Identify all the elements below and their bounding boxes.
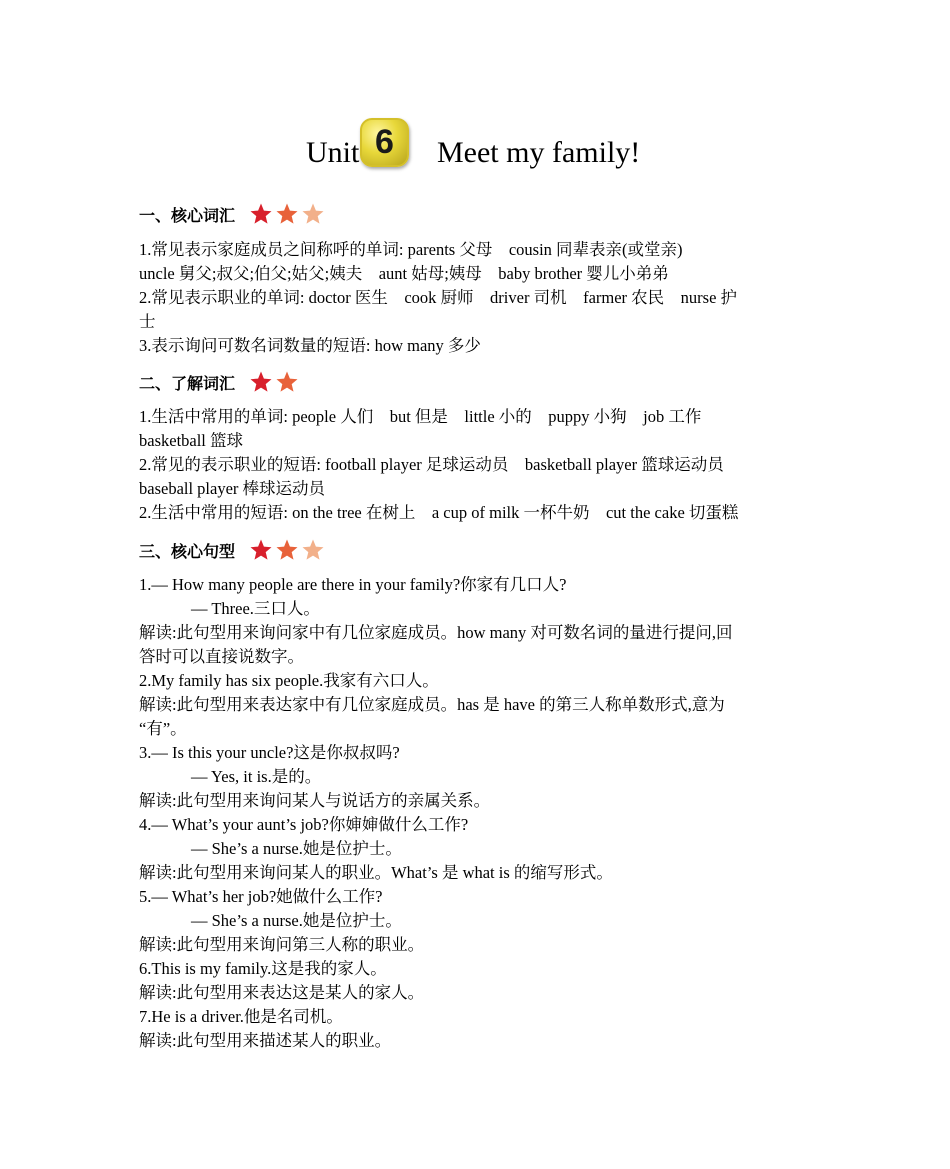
importance-stars: [249, 370, 299, 394]
star-icon: [301, 202, 325, 226]
star-icon: [275, 370, 299, 394]
unit-title: [139, 118, 811, 174]
text-line: 1.— How many people are there in your family?你家有几口人?: [139, 575, 567, 594]
section-heading-understand-vocabulary: [139, 369, 299, 395]
text-line: 2.常见的表示职业的短语: football player 足球运动员 basketball player 篮球运动员: [139, 455, 724, 474]
section-heading-text: 一、核心词汇: [139, 205, 236, 225]
text-line: uncle 舅父;叔父;伯父;姑父;姨夫 aunt 姑母;姨母 baby brother 婴儿小弟弟: [139, 264, 669, 283]
text-line: 解读:此句型用来询问某人的职业。What’s 是 what is 的缩写形式。: [139, 863, 613, 882]
text-line: baseball player 棒球运动员: [139, 479, 326, 498]
text-line: — Yes, it is.是的。: [191, 767, 322, 786]
text-line: 解读:此句型用来表达这是某人的家人。: [139, 983, 425, 1002]
text-line: 5.— What’s her job?她做什么工作?: [139, 887, 383, 906]
text-line: — She’s a nurse.她是位护士。: [191, 911, 402, 930]
text-line: — Three.三口人。: [191, 599, 320, 618]
unit-word: Unit: [306, 136, 360, 169]
text-line: 士: [139, 312, 156, 331]
text-line: 6.This is my family.这是我的家人。: [139, 959, 387, 978]
text-line: 1.常见表示家庭成员之间称呼的单词: parents 父母 cousin 同辈表亲(或堂亲): [139, 240, 683, 259]
text-line: — She’s a nurse.她是位护士。: [191, 839, 402, 858]
text-line: 答时可以直接说数字。: [139, 647, 304, 666]
importance-stars: [249, 202, 325, 226]
section-heading-core-sentences: [139, 537, 325, 563]
section-body: [139, 405, 811, 525]
text-line: “有”。: [139, 719, 187, 738]
star-icon: [249, 370, 273, 394]
text-line: 解读:此句型用来询问某人与说话方的亲属关系。: [139, 791, 491, 810]
text-line: 解读:此句型用来表达家中有几位家庭成员。has 是 have 的第三人称单数形式,意为: [139, 695, 725, 714]
text-line: 2.生活中常用的短语: on the tree 在树上 a cup of milk 一杯牛奶 cut the cake 切蛋糕: [139, 503, 739, 522]
text-line: 解读:此句型用来询问家中有几位家庭成员。how many 对可数名词的量进行提问,回: [139, 623, 733, 642]
star-icon: [249, 538, 273, 562]
star-icon: [249, 202, 273, 226]
section-heading-text: 二、了解词汇: [139, 373, 236, 393]
section-body: [139, 238, 811, 358]
star-icon: [275, 538, 299, 562]
section-body: [139, 573, 811, 1053]
unit-name: Meet my family!: [437, 136, 641, 169]
text-line: 2.My family has six people.我家有六口人。: [139, 671, 439, 690]
text-line: 2.常见表示职业的单词: doctor 医生 cook 厨师 driver 司机 farmer 农民 nurse 护: [139, 288, 738, 307]
text-line: 解读:此句型用来询问第三人称的职业。: [139, 935, 425, 954]
text-line: basketball 篮球: [139, 431, 244, 450]
text-line: 3.表示询问可数名词数量的短语: how many 多少: [139, 336, 481, 355]
text-line: 7.He is a driver.他是名司机。: [139, 1007, 343, 1026]
unit-number-badge: [360, 118, 409, 167]
section-heading-text: 三、核心句型: [139, 541, 236, 561]
star-icon: [301, 538, 325, 562]
star-icon: [275, 202, 299, 226]
text-line: 4.— What’s your aunt’s job?你婶婶做什么工作?: [139, 815, 469, 834]
unit-number: 6: [375, 123, 394, 161]
text-line: 1.生活中常用的单词: people 人们 but 但是 little 小的 puppy 小狗 job 工作: [139, 407, 702, 426]
text-line: 解读:此句型用来描述某人的职业。: [139, 1031, 392, 1050]
text-line: 3.— Is this your uncle?这是你叔叔吗?: [139, 743, 400, 762]
section-heading-core-vocabulary: [139, 201, 325, 227]
importance-stars: [249, 538, 325, 562]
